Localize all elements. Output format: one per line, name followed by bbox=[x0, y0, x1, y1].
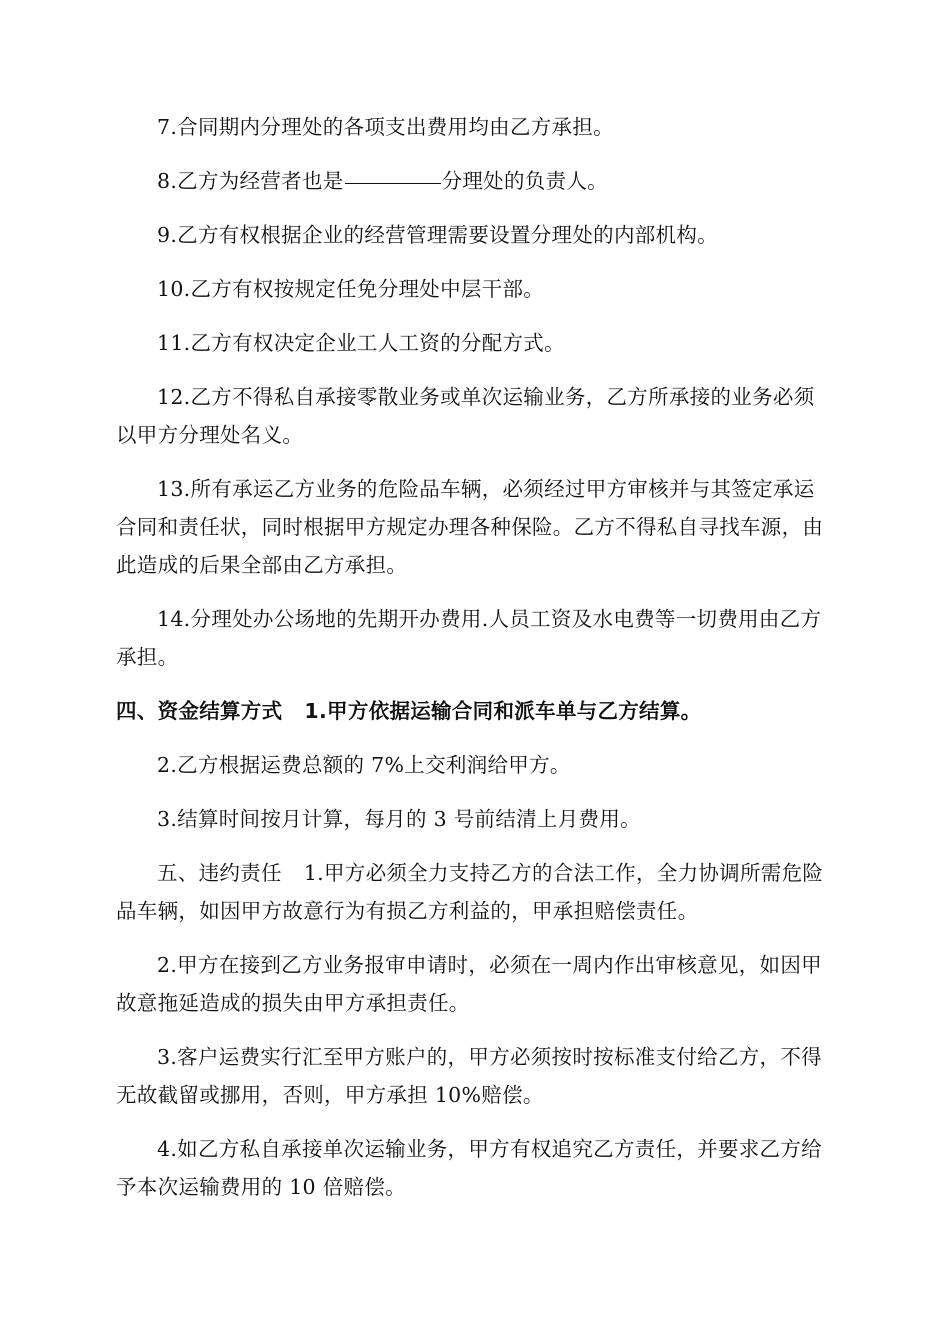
section-4-heading-line bbox=[116, 692, 832, 730]
section-5-item-1: 1.甲方必须全力支持乙方的合法工作，全力协调所需危险品车辆，如因甲方故意行为有损乙方利益的，甲承担赔偿责任。 bbox=[116, 861, 824, 923]
clause-9: 9.乙方有权根据企业的经营管理需要设置分理处的内部机构。 bbox=[157, 223, 718, 247]
section-5-item-3: 3.客户运费实行汇至甲方账户的，甲方必须按时按标准支付给乙方，不得无故截留或挪用，否则，甲方承担 10%赔偿。 bbox=[116, 1045, 822, 1107]
clause-7: 7.合同期内分理处的各项支出费用均由乙方承担。 bbox=[157, 115, 614, 139]
clause-10: 10.乙方有权按规定任免分理处中层干部。 bbox=[157, 277, 545, 301]
section-4-item-2: 2.乙方根据运费总额的 7%上交利润给甲方。 bbox=[157, 753, 571, 777]
clause-14: 14.分理处办公场地的先期开办费用.人员工资及水电费等一切费用由乙方承担。 bbox=[116, 607, 822, 669]
document-body bbox=[116, 108, 832, 1222]
section-4-item-3: 3.结算时间按月计算，每月的 3 号前结清上月费用。 bbox=[157, 807, 641, 831]
clause-13: 13.所有承运乙方业务的危险品车辆，必须经过甲方审核并与其签定承运合同和责任状，同时根据甲方规定办理各种保险。乙方不得私自寻找车源，由此造成的后果全部由乙方承担。 bbox=[116, 477, 824, 577]
section-5-item-4: 4.如乙方私自承接单次运输业务，甲方有权追究乙方责任，并要求乙方给予本次运输费用的 10 倍赔偿。 bbox=[116, 1137, 822, 1199]
section-5-heading: 五、违约责任 bbox=[157, 861, 282, 885]
section-4-heading: 四、资金结算方式 bbox=[116, 699, 283, 723]
section-5-heading-line bbox=[116, 854, 832, 930]
clause-8-text-after: 分理处的负责人。 bbox=[441, 169, 608, 193]
section-5-item-2: 2.甲方在接到乙方业务报审申请时，必须在一周内作出审核意见，如因甲故意拖延造成的损失由甲方承担责任。 bbox=[116, 953, 822, 1015]
clause-8 bbox=[116, 162, 832, 200]
clause-12: 12.乙方不得私自承接零散业务或单次运输业务，乙方所承接的业务必须以甲方分理处名义。 bbox=[116, 385, 815, 447]
clause-11: 11.乙方有权决定企业工人工资的分配方式。 bbox=[157, 331, 565, 355]
blank-underline bbox=[345, 182, 441, 184]
section-4-item-1: 1.甲方依据运输合同和派车单与乙方结算。 bbox=[304, 699, 702, 723]
clause-8-text-before: 8.乙方为经营者也是 bbox=[157, 169, 344, 193]
